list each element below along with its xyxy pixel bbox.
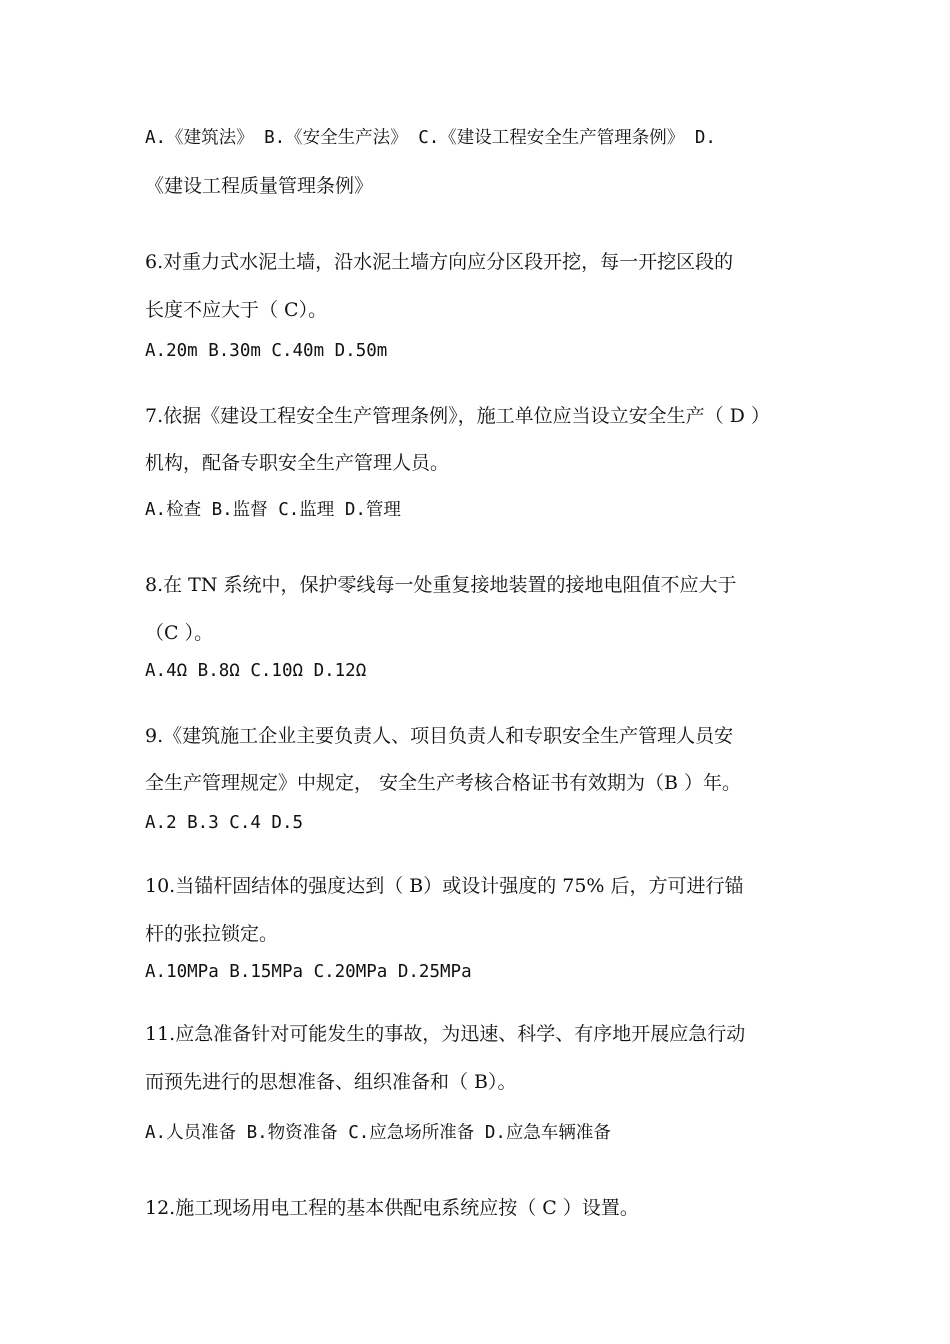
q7-question-line-1: 7.依据《建设工程安全生产管理条例》，施工单位应当设立安全生产（ D ） [145,405,770,427]
q11-question-line-1: 11.应急准备针对可能发生的事故，为迅速、科学、有序地开展应急行动 [145,1023,746,1045]
q9-question-line-2: 全生产管理规定》中规定， 安全生产考核合格证书有效期为（B ）年。 [145,772,742,794]
q8-question-line-2: （C ）。 [145,622,214,644]
q10-options: A.10MPa B.15MPa C.20MPa D.25MPa [145,962,472,982]
q10-question-line-1: 10.当锚杆固结体的强度达到（ B）或设计强度的 75% 后，方可进行锚 [145,875,744,897]
q7-options: A.检查 B.监督 C.监理 D.管理 [145,500,401,520]
q11-options: A.人员准备 B.物资准备 C.应急场所准备 D.应急车辆准备 [145,1123,611,1143]
q11-question-line-2: 而预先进行的思想准备、组织准备和（ B）。 [145,1071,517,1093]
q6-options: A.20m B.30m C.40m D.50m [145,341,388,361]
q5-options-line-2: 《建设工程质量管理条例》 [145,175,374,197]
q5-options-line-1: A.《建筑法》 B.《安全生产法》 C.《建设工程安全生产管理条例》 D. [145,128,716,148]
q9-options: A.2 B.3 C.4 D.5 [145,813,304,833]
q10-question-line-2: 杆的张拉锁定。 [145,923,279,945]
q8-options: A.4Ω B.8Ω C.10Ω D.12Ω [145,661,367,681]
q7-question-line-2: 机构，配备专职安全生产管理人员。 [145,452,450,474]
q12-question-line-1: 12.施工现场用电工程的基本供配电系统应按（ C ）设置。 [145,1197,639,1219]
q9-question-line-1: 9.《建筑施工企业主要负责人、项目负责人和专职安全生产管理人员安 [145,725,734,747]
q6-question-line-1: 6.对重力式水泥土墙，沿水泥土墙方向应分区段开挖，每一开挖区段的 [145,251,734,273]
q6-question-line-2: 长度不应大于（ C）。 [145,299,328,321]
q8-question-line-1: 8.在 TN 系统中，保护零线每一处重复接地装置的接地电阻值不应大于 [145,574,737,596]
